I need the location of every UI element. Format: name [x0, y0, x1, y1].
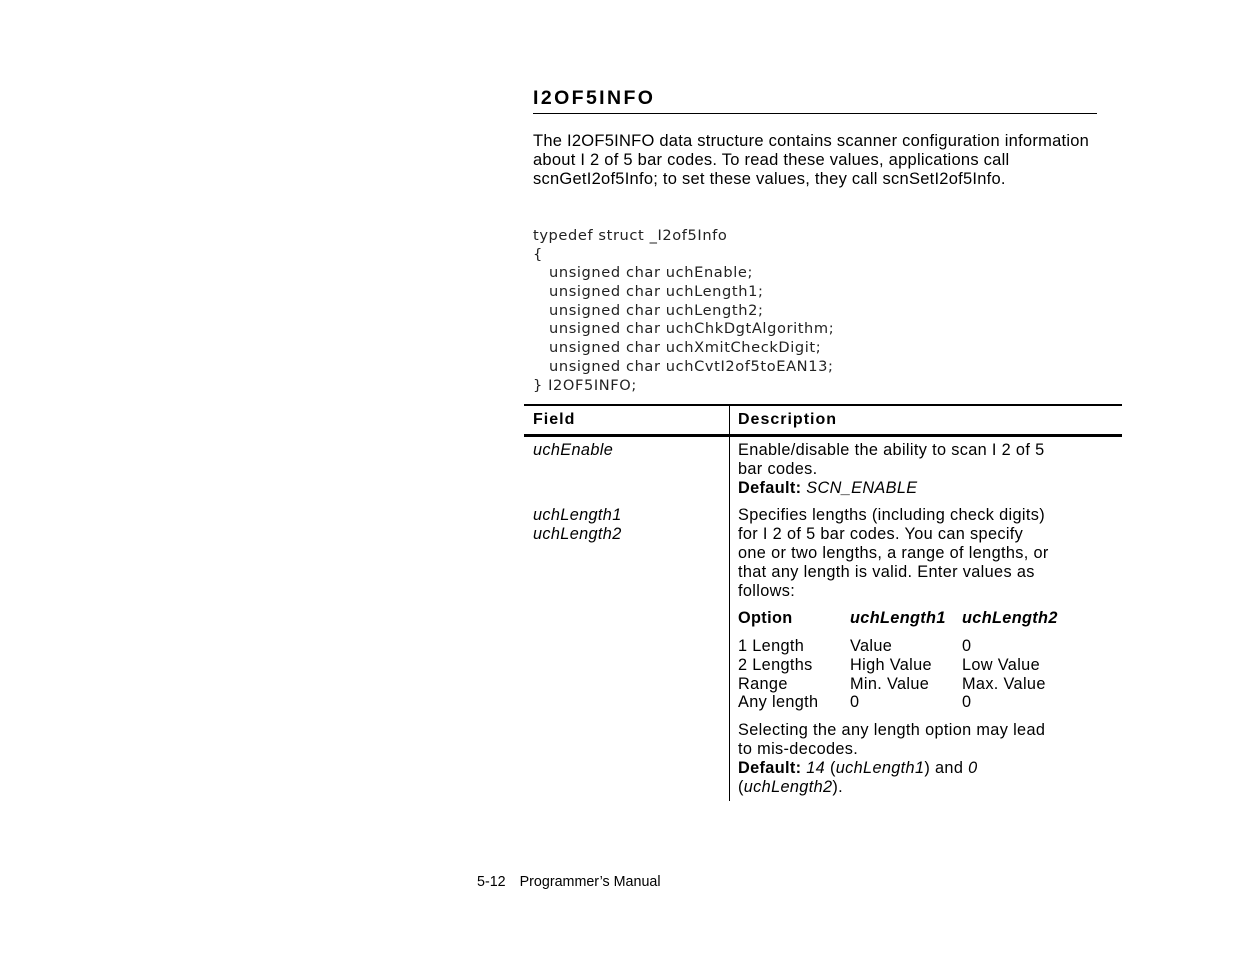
options-header-length1: uchLength1	[850, 609, 946, 627]
desc-line: Specifies lengths (including check digits)	[738, 506, 1046, 524]
table-column-divider	[729, 406, 730, 801]
code-line: unsigned char uchXmitCheckDigit;	[549, 339, 822, 357]
option-length1: Min. Value	[850, 675, 930, 693]
desc-line: that any length is valid. Enter values as	[738, 563, 1035, 581]
options-header-option: Option	[738, 609, 793, 627]
desc-line: one or two lengths, a range of lengths, or	[738, 544, 1049, 562]
option-name: 1 Length	[738, 637, 805, 655]
default-label: Default:	[738, 479, 802, 497]
field-uchLength	[533, 506, 622, 544]
desc-uchLength	[738, 506, 1113, 601]
default-and: and	[935, 759, 964, 777]
table-header-description: Description	[738, 411, 838, 428]
default-line: Default: 14 (uchLength1) and 0	[738, 759, 978, 777]
note-line: Selecting the any length option may lead	[738, 721, 1046, 739]
option-name: Range	[738, 675, 788, 693]
desc-line: for I 2 of 5 bar codes. You can specify	[738, 525, 1024, 543]
code-line: unsigned char uchEnable;	[549, 264, 753, 282]
table-header-rule	[524, 434, 1122, 437]
code-line: unsigned char uchLength2;	[549, 301, 764, 319]
default-value: SCN_ENABLE	[806, 479, 918, 497]
field-uchEnable: uchEnable	[533, 441, 614, 459]
code-line: unsigned char uchChkDgtAlgorithm;	[549, 320, 835, 338]
option-length1: 0	[850, 693, 860, 711]
default-value-1: 14	[806, 759, 826, 777]
default-line	[738, 479, 1113, 498]
code-line: } I2OF5INFO;	[533, 376, 637, 394]
code-line: {	[533, 245, 543, 263]
option-name: Any length	[738, 693, 819, 711]
desc-line: bar codes.	[738, 460, 818, 478]
field-name: uchLength2	[533, 525, 622, 543]
desc-line: follows:	[738, 582, 796, 600]
option-length2: 0	[962, 637, 972, 655]
option-length2: Max. Value	[962, 675, 1046, 693]
note-line: to mis-decodes.	[738, 740, 859, 758]
option-length1: High Value	[850, 656, 932, 674]
default-label: Default:	[738, 759, 802, 777]
desc-note	[738, 721, 1113, 797]
default-value-2: 0	[968, 759, 978, 777]
desc-line: Enable/disable the ability to scan I 2 of 5	[738, 441, 1045, 459]
field-name: uchLength1	[533, 506, 622, 524]
section-heading: I2OF5INFO	[533, 86, 1097, 114]
code-line: unsigned char uchCvtI2of5toEAN13;	[549, 357, 834, 375]
option-length2: 0	[962, 693, 972, 711]
options-header-length2: uchLength2	[962, 609, 1058, 627]
default-line-cont: (uchLength2).	[738, 778, 844, 796]
option-name: 2 Lengths	[738, 656, 813, 674]
default-param-2: uchLength2	[743, 778, 833, 796]
code-line: unsigned char uchLength1;	[549, 283, 764, 301]
manual-title: Programmer’s Manual	[519, 874, 661, 890]
table-header-field: Field	[533, 411, 576, 428]
option-length1: Value	[850, 637, 893, 655]
page-footer	[477, 873, 661, 891]
desc-uchEnable	[738, 441, 1113, 498]
intro-paragraph: The I2OF5INFO data structure contains scanner configuration information about I 2 of 5 bar codes. To read these values, applications call scnGetI2of5Info; to set these values, they call scnSetI2of5Info.	[533, 132, 1090, 188]
struct-code-block	[533, 227, 834, 395]
default-param-1: uchLength1	[835, 759, 925, 777]
table-top-rule	[524, 404, 1122, 406]
option-length2: Low Value	[962, 656, 1040, 674]
code-line: typedef struct _I2of5Info	[533, 227, 728, 244]
page-number: 5-12	[477, 874, 506, 890]
